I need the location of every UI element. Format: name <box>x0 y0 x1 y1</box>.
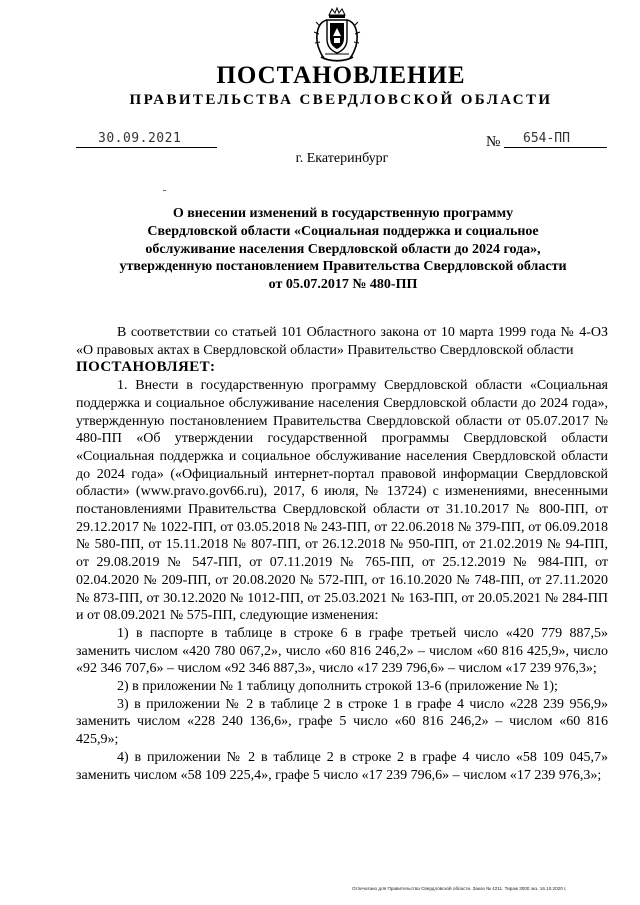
issuing-authority: ПРАВИТЕЛЬСТВА СВЕРДЛОВСКОЙ ОБЛАСТИ <box>129 92 553 108</box>
subitem-4-paragraph: 4) в приложении № 2 в таблице 2 в строке 2 в графе 4 число «58 109 045,7» заменить числом «58 109 225,4», графе 5 число «17 239 796,6» – числом «17 239 976,3»; <box>76 749 608 783</box>
document-number: 654-ПП <box>523 131 570 146</box>
number-label: № <box>486 134 501 150</box>
item-1-paragraph: 1. Внести в государственную программу Свердловской области «Социальная поддержка и социальное обслуживание населения Свердловской области до 2024 года», утвержденную постановлением Правительства Свердловской области от 05.07.2017 № 480-ПП «Об утверждении государственной программы Свердловской области «Социальная поддержка и социальное обслуживание населения Свердловской области до 2024 года» («Официальный интернет-портал правовой информации Свердловской области» (www.pravo.gov66.ru), 2017, 6 июля, № 13724) с изменениями, внесенными постановлениями Правительства Свердловской области от 31.10.2017 № 800-ПП, от 29.12.2017 № 1022-ПП, от 03.05.2018 № 243-ПП, от 22.06.2018 № 379-ПП, от 06.09.2018 № 580-ПП, от 15.11.2018 № 807-ПП, от 26.12.2018 № 950-ПП, от 21.02.2019 № 94-ПП, от 29.08.2019 № 547-ПП, от 07.11.2019 № 765-ПП, от 25.12.2019 № 984-ПП, от 02.04.2020 № 209-ПП, от 20.08.2020 № 572-ПП, от 16.10.2020 № 748-ПП, от 27.11.2020 № 873-ПП, от 30.12.2020 № 1012-ПП, от 25.03.2021 № 163-ПП, от 20.05.2021 № 284-ПП и от 08.09.2021 № 575-ПП, следующие изменения: <box>76 378 608 624</box>
heading-line: от 05.07.2017 № 480-ПП <box>268 277 418 293</box>
document-body <box>76 324 608 784</box>
scan-speck <box>163 190 166 191</box>
heading-line: О внесении изменений в государственную программу <box>172 206 514 221</box>
heading-line: утвержденную постановлением Правительства Свердловской области <box>119 259 567 275</box>
document-title: ПОСТАНОВЛЕНИЕ <box>216 62 466 89</box>
date-underline <box>76 147 217 148</box>
sverdlovsk-oblast-coat-of-arms-icon <box>310 6 364 64</box>
decree-word: ПОСТАНОВЛЯЕТ: <box>76 359 216 376</box>
print-imprint: Отпечатано для Правительства Свердловской области. Заказ № 4211. Тираж 3000 экз. 16.10.2020 г. <box>352 886 567 891</box>
subitem-1-paragraph: 1) в паспорте в таблице в строке 6 в графе третьей число «420 779 887,5» заменить числом «420 780 067,2», число «60 816 246,2» – числом «60 816 425,9», число «92 346 707,6» – числом «92 346 887,3», число «17 239 796,6» – числом «17 239 976,3»; <box>76 625 608 677</box>
document-date: 30.09.2021 <box>98 131 182 146</box>
document-heading <box>0 205 640 294</box>
subitem-3-paragraph: 3) в приложении № 2 в таблице 2 в строке 1 в графе 4 число «228 239 956,9» заменить числом «228 240 136,6», графе 5 число «60 816 246,2» – числом «60 816 425,9»; <box>76 696 608 748</box>
preamble-paragraph: В соответствии со статьей 101 Областного закона от 10 марта 1999 года № 4-ОЗ «О правовых актах в Свердловской области» Правительство Свердловской области <box>76 325 608 358</box>
city: г. Екатеринбург <box>295 151 389 166</box>
subitem-2-paragraph: 2) в приложении № 1 таблицу дополнить строкой 13-6 (приложение № 1); <box>117 679 558 695</box>
heading-line: обслуживание населения Свердловской области до 2024 года», <box>145 241 541 257</box>
number-underline <box>504 147 607 148</box>
heading-line: Свердловской области «Социальная поддержка и социальное <box>147 223 539 239</box>
